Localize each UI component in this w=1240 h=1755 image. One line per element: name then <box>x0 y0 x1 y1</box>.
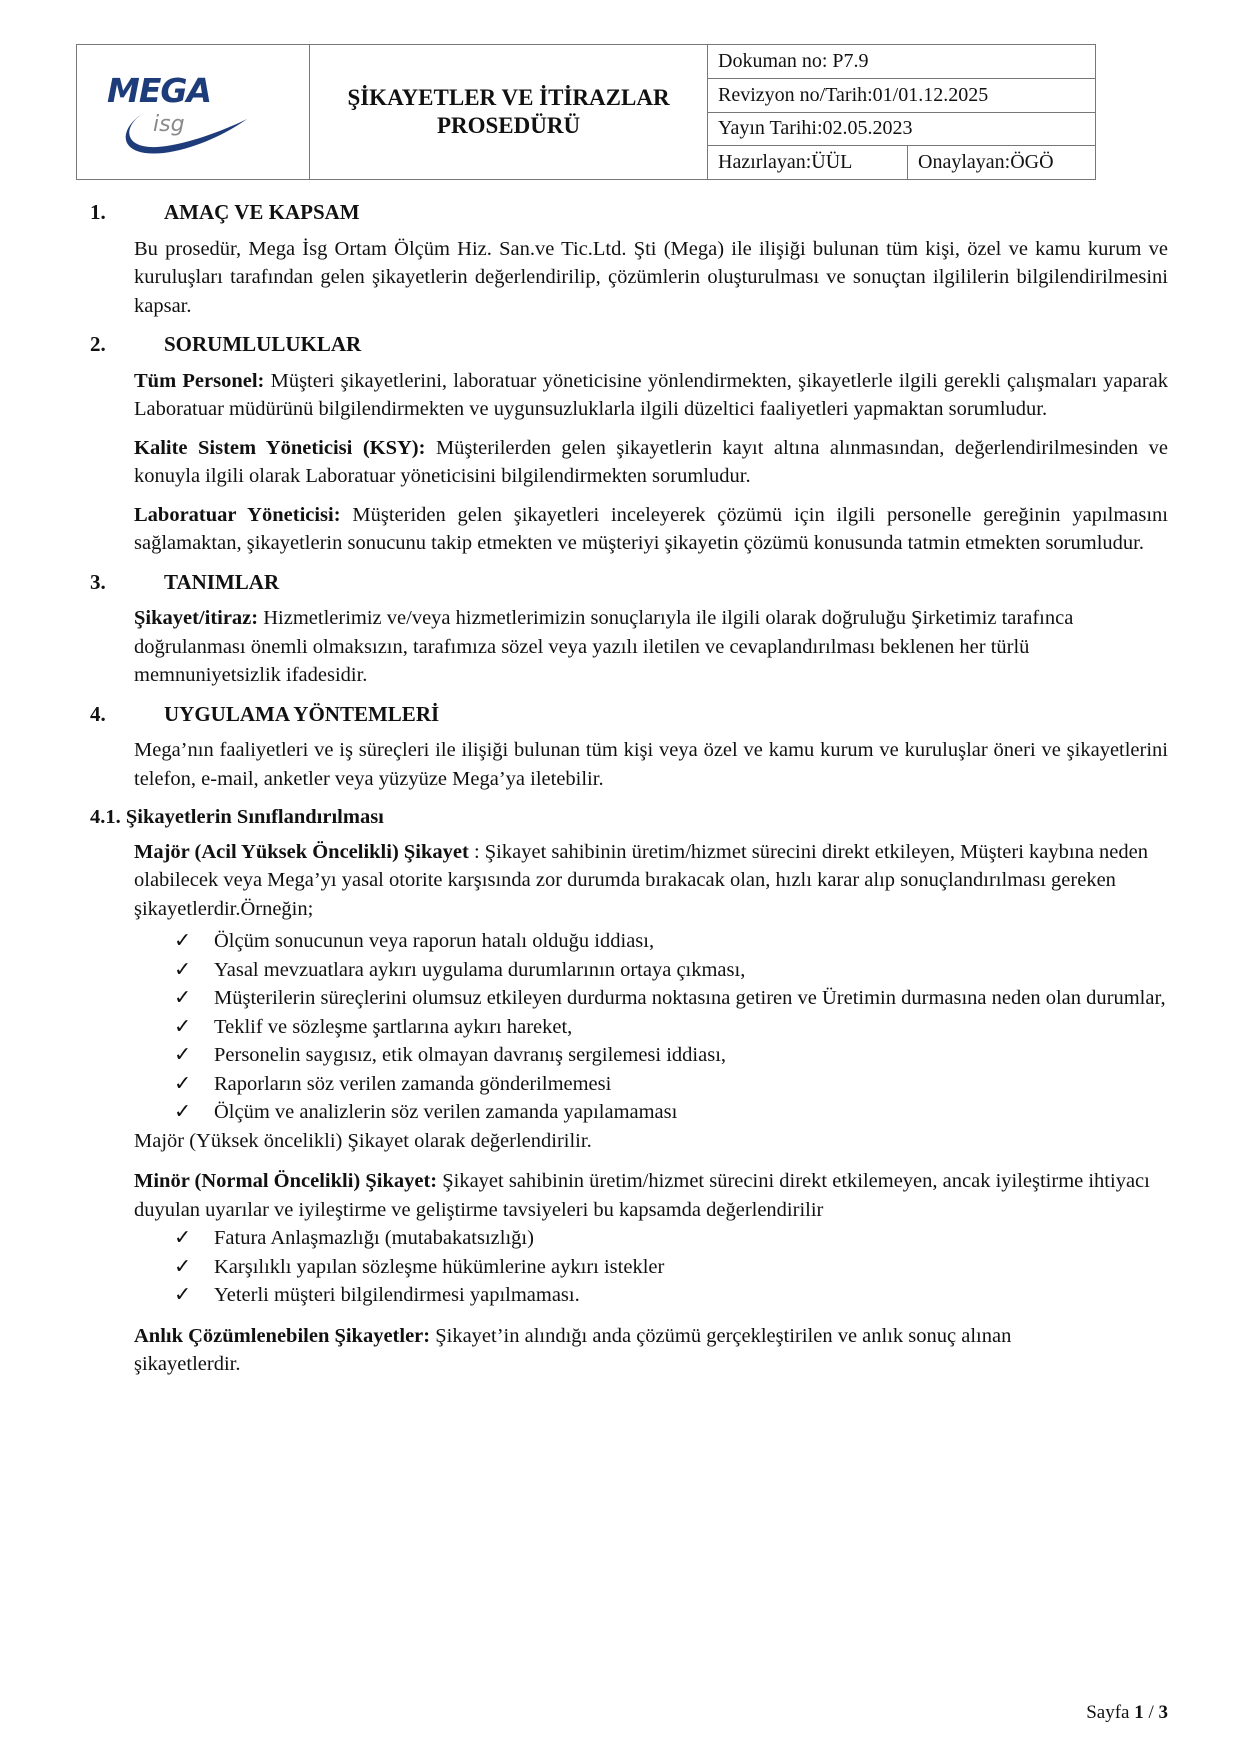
instant-complaint-paragraph <box>134 1322 1074 1379</box>
minor-examples-list <box>134 1224 1168 1310</box>
term-text: Müşteriden gelen şikayetleri inceleyerek çözümü için ilgili personelle gereğinin yapılmasını sağlamaktan, şikayetlerin sonucunu takip etmekten ve müşteriyi şikayetin çözümü konusunda tatmin etmekten sorumludur. <box>134 503 1168 554</box>
major-examples-list <box>134 927 1168 1127</box>
list-item: ✓ Yasal mevzuatlara aykırı uygulama durumlarının ortaya çıkması, <box>134 956 1168 985</box>
checkmark-icon: ✓ <box>174 958 192 981</box>
doc-number: Dokuman no: P7.9 <box>708 45 1095 79</box>
section-title: TANIMLAR <box>164 569 280 594</box>
list-item: ✓ Raporların söz verilen zamanda gönderilmemesi <box>134 1070 1168 1099</box>
checkmark-icon: ✓ <box>174 1072 192 1095</box>
company-logo <box>77 45 310 179</box>
term-text: Şikayet’in alındığı anda çözümü gerçekleştirilen ve anlık sonuç alınan şikayetlerdir. <box>134 1324 1012 1375</box>
term-label: Minör (Normal Öncelikli) Şikayet: <box>134 1170 438 1192</box>
checkmark-icon: ✓ <box>174 1044 192 1066</box>
section-title: SORUMLULUKLAR <box>164 332 362 356</box>
list-item: ✓ Karşılıklı yapılan sözleşme hükümlerine aykırı istekler <box>134 1253 1168 1282</box>
list-item: ✓ Müşterilerin süreçlerini olumsuz etkileyen durdurma noktasına getiren ve Üretimin durmasına neden olan durumlar, <box>134 984 1168 1013</box>
section-number: 1. <box>90 200 106 224</box>
section-heading-3 <box>90 568 1168 597</box>
checkmark-icon: ✓ <box>174 1284 192 1306</box>
logo-subtext: isg <box>153 112 185 137</box>
prepared-by: Hazırlayan:ÜÜL <box>708 146 908 179</box>
revision-info: Revizyon no/Tarih:01/01.12.2025 <box>708 79 1095 113</box>
section-number: 2. <box>90 332 106 356</box>
term-label: Majör (Acil Yüksek Öncelikli) Şikayet <box>134 840 469 863</box>
signoff-row <box>708 146 1095 179</box>
section-number: 3. <box>90 569 106 594</box>
term-text: Müşterilerden gelen şikayetlerin kayıt altına alınmasından, değerlendirilmesinden ve konuyla ilgili olarak Laboratuar yöneticisini bilgilendirmekten sorumludur. <box>134 436 1168 487</box>
list-item: ✓ Teklif ve sözleşme şartlarına aykırı hareket, <box>134 1013 1168 1042</box>
section-number: 4. <box>90 701 106 726</box>
subsection-heading-4-1: 4.1. Şikayetlerin Sınıflandırılması <box>90 806 384 828</box>
checkmark-icon: ✓ <box>174 1015 192 1038</box>
term-label: Laboratuar Yöneticisi: <box>134 503 341 526</box>
term-label: Kalite Sistem Yöneticisi (KSY): <box>134 436 426 459</box>
major-complaint-paragraph <box>134 838 1168 924</box>
list-item: ✓ Yeterli müşteri bilgilendirmesi yapılmaması. <box>134 1281 1168 1310</box>
major-closing: Majör (Yüksek öncelikli) Şikayet olarak değerlendirilir. <box>134 1129 592 1152</box>
document-title <box>310 45 708 179</box>
section-title: UYGULAMA YÖNTEMLERİ <box>164 701 440 726</box>
minor-complaint-paragraph <box>134 1167 1168 1224</box>
logo-swoosh-icon <box>117 107 257 157</box>
list-item: ✓ Personelin saygısız, etik olmayan davranış sergilemesi iddiası, <box>134 1041 1168 1070</box>
term-label: Anlık Çözümlenebilen Şikayetler: <box>134 1324 431 1347</box>
term-label: Tüm Personel: <box>134 369 265 392</box>
term-text: : Şikayet sahibinin üretim/hizmet sürecini direkt etkileyen, Müşteri kaybına neden olabilecek veya Mega’yı yasal otorite karşısında zor durumda bırakacak olan, hızlı karar alıp sonuçlandırılması gereken şikayetlerdir.Örneğin; <box>134 840 1149 920</box>
title-line-1: ŞİKAYETLER VE İTİRAZLAR <box>347 85 670 110</box>
list-item: ✓ Fatura Anlaşmazlığı (mutabakatsızlığı) <box>134 1224 1168 1253</box>
page-number: Sayfa 1 / 3 <box>1086 1702 1168 1723</box>
checkmark-icon: ✓ <box>174 987 192 1009</box>
section-title: AMAÇ VE KAPSAM <box>164 200 360 224</box>
methods-paragraph: Mega’nın faaliyetleri ve iş süreçleri ile ilişiği bulunan tüm kişi veya özel ve kamu kurum ve kuruluşlar öneri ve şikayetlerini telefon, e-mail, anketler veya yüzyüze Mega’ya iletebilir. <box>134 739 1168 790</box>
title-line-2: PROSEDÜRÜ <box>436 113 581 138</box>
term-text: Müşteri şikayetlerini, laboratuar yöneticisine yönlendirmekten, şikayetlerle ilgili gerekli çalışmaları yaparak Laboratuar müdürünü bilgilendirmekten ve uygunsuzluklarla ilgili düzeltici faaliyetleri yapmaktan sorumludur. <box>134 369 1168 420</box>
logo-wordmark: MEGA <box>107 71 212 110</box>
section-heading-2 <box>90 330 1168 359</box>
list-item: ✓ Ölçüm sonucunun veya raporun hatalı olduğu iddiası, <box>134 927 1168 956</box>
checkmark-icon: ✓ <box>174 1227 192 1249</box>
term-text: Şikayet sahibinin üretim/hizmet sürecini direkt etkilemeyen, ancak iyileştirme ihtiyacı duyulan uyarılar ve iyileştirme ve geliştirme tavsiyeleri bu kapsamda değerlendirilir <box>134 1170 1150 1221</box>
approved-by: Onaylayan:ÖGÖ <box>918 151 1054 174</box>
checkmark-icon: ✓ <box>174 930 192 952</box>
term-label: Şikayet/itiraz: <box>134 607 259 629</box>
responsibility-lab-manager <box>134 501 1168 558</box>
list-item: ✓ Ölçüm ve analizlerin söz verilen zamanda yapılamaması <box>134 1098 1168 1127</box>
document-meta <box>708 45 1095 179</box>
section-heading-4 <box>90 700 1168 729</box>
document-header-table <box>76 44 1096 180</box>
purpose-paragraph: Bu prosedür, Mega İsg Ortam Ölçüm Hiz. San.ve Tic.Ltd. Şti (Mega) ile ilişiği bulunan tüm kişi, özel ve kamu kurum ve kuruluşları tarafından gelen şikayetlerin değerlendirilip, çözümlerin oluşturulması ve sonuçtan ilgililerin bilgilendirilmesini kapsar. <box>134 237 1168 317</box>
checkmark-icon: ✓ <box>174 1255 192 1278</box>
section-heading-1 <box>90 198 1168 227</box>
document-body <box>90 198 1168 1389</box>
responsibility-ksy <box>134 434 1168 491</box>
definition-paragraph <box>134 604 1168 690</box>
term-text: Hizmetlerimiz ve/veya hizmetlerimizin sonuçlarıyla ile ilgili olarak doğruluğu Şirketimiz tarafınca doğrulanması önemli olmaksızın, tarafımıza sözel veya yazılı iletilen ve cevaplandırılması beklenen her türlü memnuniyetsizlik ifadesidir. <box>134 607 1074 686</box>
responsibility-all-staff <box>134 367 1168 424</box>
publish-date: Yayın Tarihi:02.05.2023 <box>708 113 1095 147</box>
checkmark-icon: ✓ <box>174 1101 192 1123</box>
